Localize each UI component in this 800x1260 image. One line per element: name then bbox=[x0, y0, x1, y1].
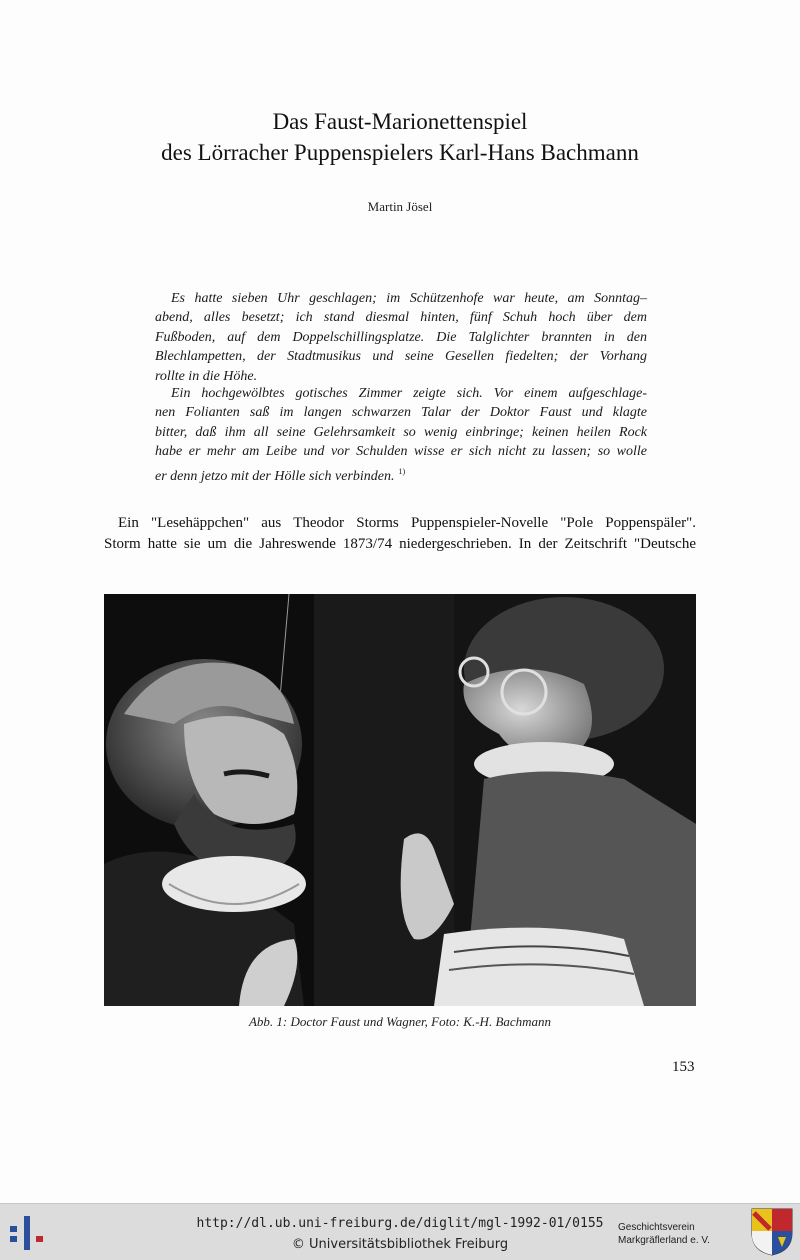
quote-line: Fußboden, auf dem Doppelschillingsplatze. Die Talglichter brannten in den bbox=[155, 329, 647, 345]
copyright-notice: © Universitätsbibliothek Freiburg bbox=[291, 1237, 509, 1252]
permalink-url[interactable]: http://dl.ub.uni-freiburg.de/diglit/mgl-1992-01/0155 bbox=[196, 1216, 604, 1231]
figure-photo bbox=[104, 594, 696, 1006]
puppet-photo-image bbox=[104, 594, 696, 1006]
body-line: Ein "Lesehäppchen" aus Theodor Storms Puppenspieler-Novelle "Pole Poppenspäler". bbox=[118, 515, 696, 531]
page-number: 153 bbox=[672, 1059, 695, 1075]
society-name bbox=[618, 1221, 710, 1247]
article-title-line1: Das Faust-Marionettenspiel bbox=[272, 109, 528, 134]
figure-caption: Abb. 1: Doctor Faust und Wagner, Foto: K.-H. Bachmann bbox=[248, 1014, 552, 1029]
coat-of-arms-icon bbox=[750, 1207, 794, 1257]
quote-line: Es hatte sieben Uhr geschlagen; im Schützenhofe war heute, am Sonntag– bbox=[171, 291, 647, 306]
footnote-marker[interactable]: 1) bbox=[398, 466, 406, 476]
quote-line: rollte in die Höhe. bbox=[155, 368, 258, 384]
article-author: Martin Jösel bbox=[367, 199, 433, 214]
society-name-line1: Geschichtsverein bbox=[618, 1222, 695, 1233]
article-title-line2: des Lörracher Puppenspielers Karl-Hans Bachmann bbox=[161, 140, 639, 165]
quote-line: Blechlampetten, der Stadtmusikus und seine Gesellen fiedelten; der Vorhang bbox=[155, 349, 647, 365]
quote-line: abend, alles besetzt; ich stand diesmal hinten, fünf Schuh hoch über dem bbox=[155, 310, 647, 326]
body-paragraph bbox=[104, 513, 696, 555]
quote-line-text: er denn jetzo mit der Hölle sich verbinden. bbox=[155, 468, 395, 484]
quote-paragraph-1 bbox=[155, 289, 647, 386]
body-line: Storm hatte sie um die Jahreswende 1873/74 niedergeschrieben. In der Zeitschrift "Deutsche bbox=[104, 536, 696, 552]
quote-line-last bbox=[155, 462, 647, 486]
quote-line: bitter, daß ihm all seine Gelehrsamkeit so wenig einbringe; keinen heilen Rock bbox=[155, 424, 647, 440]
footer-bar bbox=[0, 1203, 800, 1260]
quote-line: nen Folianten saß im langen schwarzen Talar der Doktor Faust und klagte bbox=[155, 405, 647, 421]
society-name-line2: Markgräflerland e. V. bbox=[618, 1235, 710, 1246]
quote-paragraph-2 bbox=[155, 384, 647, 486]
quote-line: habe er mehr am Leibe und vor Schulden wisse er sich nicht zu lassen; so wolle bbox=[155, 444, 647, 460]
quote-line: Ein hochgewölbtes gotisches Zimmer zeigte sich. Vor einem aufgeschlage- bbox=[171, 386, 647, 401]
